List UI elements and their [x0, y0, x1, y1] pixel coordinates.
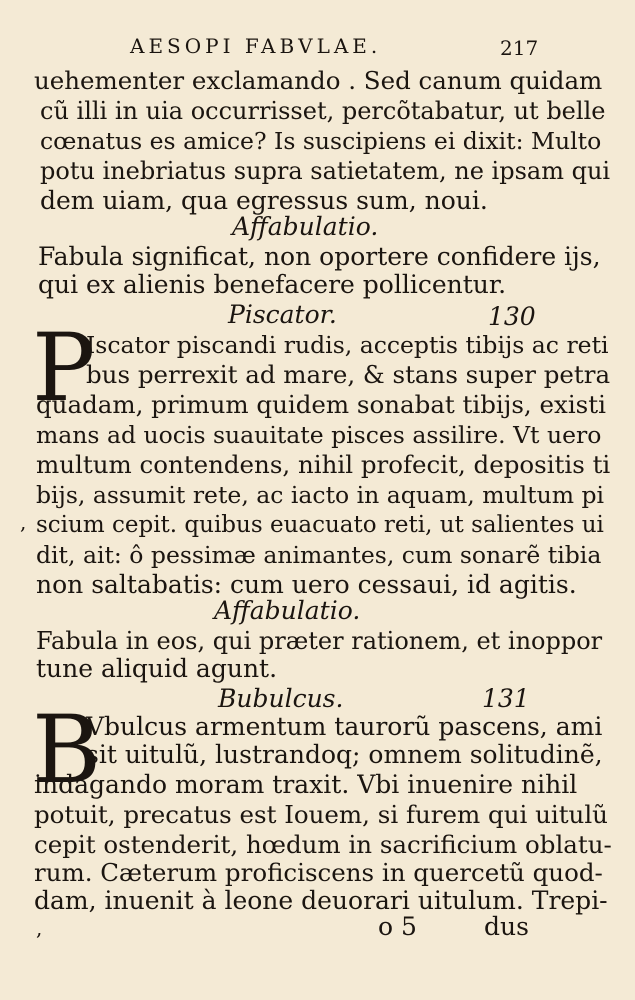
text-line: sit uitulũ, lustrandoq; omnem solitudinẽ, — [86, 740, 603, 769]
text-line: cœnatus es amice? Is suscipiens ei dixit: Multo — [40, 127, 602, 155]
moral-line: tune aliquid agunt. — [36, 654, 278, 683]
text-line: multum contendens, nihil profecit, depositis ti — [36, 450, 611, 479]
fable-number-131: 131 — [482, 684, 530, 713]
text-line: dit, ait: ô pessimæ animantes, cum sonarẽ tibia — [36, 541, 602, 569]
text-line: rum. Cæterum proficiscens in quercetũ quod- — [34, 858, 603, 887]
text-line: scium cepit. quibus euacuato reti, ut salientes ui — [36, 512, 604, 538]
moral-line: qui ex alienis benefacere pollicentur. — [38, 270, 507, 299]
text-line: quadam, primum quidem sonabat tibijs, existi — [36, 390, 606, 419]
text-line: Vbulcus armentum taurorũ pascens, ami — [86, 712, 603, 741]
text-line: bus perrexit ad mare, & stans super petra — [86, 360, 611, 389]
drop-cap-p: P — [32, 314, 96, 423]
text-line: cũ illi in uia occurrisset, percõtabatur, ut belle — [40, 97, 606, 125]
fable-title-piscator: Piscator. — [228, 300, 337, 329]
text-line: non saltabatis: cum uero cessaui, id agitis. — [36, 570, 577, 599]
moral-line: Fabula significat, non oportere confidere ijs, — [38, 242, 601, 271]
text-line: potuit, precatus est Iouem, si furem qui uitulũ — [34, 800, 608, 829]
affabulatio-heading: Affabulatio. — [232, 212, 379, 241]
text-line: cepit ostenderit, hœdum in sacrificium oblatu- — [34, 830, 612, 859]
drop-cap-b: B — [32, 696, 102, 805]
margin-mark: , — [36, 916, 43, 940]
catchword: dus — [484, 912, 529, 941]
margin-mark: , — [20, 510, 27, 534]
fable-title-bubulcus: Bubulcus. — [218, 684, 344, 713]
text-line: indagando moram traxit. Vbi inuenire nihil — [34, 770, 578, 799]
text-line: mans ad uocis suauitate pisces assilire. Vt uero — [36, 421, 602, 449]
text-line: bijs, assumit rete, ac iacto in aquam, multum pi — [36, 481, 605, 509]
signature-mark: o 5 — [378, 912, 417, 941]
page-number: 217 — [500, 36, 539, 60]
text-line: uehementer exclamando . Sed canum quidam — [34, 66, 603, 95]
fable-number-130: 130 — [488, 302, 536, 331]
text-line: dem uiam, qua egressus sum, noui. — [40, 186, 488, 215]
text-line: potu inebriatus supra satietatem, ne ipsam qui — [40, 157, 611, 185]
running-title: AESOPI FABVLAE. — [130, 34, 382, 58]
text-line: Iscator piscandi rudis, acceptis tibijs ac reti — [86, 331, 609, 359]
moral-line: Fabula in eos, qui præter rationem, et inoppor — [36, 627, 603, 655]
text-line: dam, inuenit à leone deuorari uitulum. Trepi- — [34, 886, 608, 915]
affabulatio-heading: Affabulatio. — [214, 596, 361, 625]
